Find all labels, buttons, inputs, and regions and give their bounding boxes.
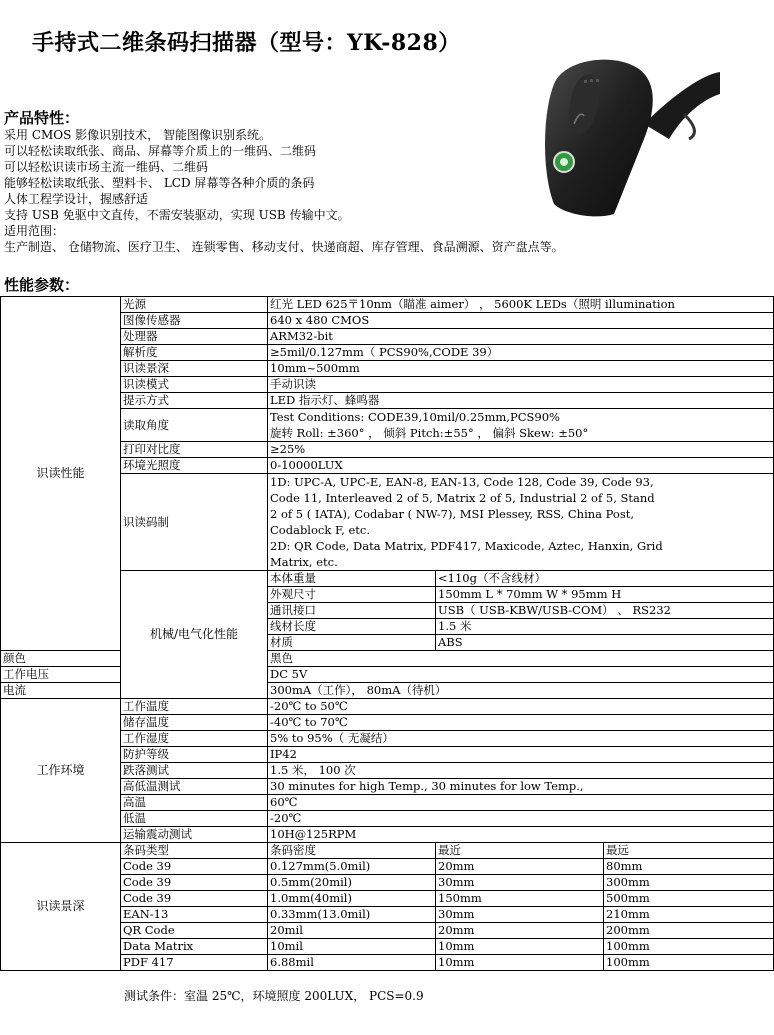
spec-value: LED 指示灯、蜂鸣器 [268,393,774,409]
spec-value: -40℃ to 70℃ [268,715,774,731]
spec-value: USB（ USB-KBW/USB-COM） 、 RS232 [436,603,774,619]
table-row [1,683,774,699]
table-row [1,699,774,715]
spec-value: 0-10000LUX [268,458,774,474]
spec-key: 识读景深 [121,361,268,377]
spec-key: 低温 [121,811,268,827]
depth-cell: 10mm [436,955,604,971]
spec-value: 300mA（工作）， 80mA（待机） [268,683,774,699]
features-list [4,127,564,255]
spec-value: 640 x 480 CMOS [268,313,774,329]
spec-line: Matrix, etc. [270,555,338,569]
spec-key: 通讯接口 [268,603,436,619]
spec-key: 高低温测试 [121,779,268,795]
spec-key: 颜色 [1,651,121,667]
feature-line: 生产制造、 仓储物流、医疗卫生、 连锁零售、移动支付、快递商超、库存管理、食品溯源、资产盘点等。 [4,240,564,254]
depth-cell: 10mm [436,939,604,955]
spec-value: 30 minutes for high Temp., 30 minutes for low Temp., [268,779,774,795]
spec-value: DC 5V [268,667,774,683]
group-label-mechanical: 机械/电气化性能 [121,571,268,699]
spec-key: 本体重量 [268,571,436,587]
spec-value: IP42 [268,747,774,763]
spec-value: 60℃ [268,795,774,811]
depth-cell: Code 39 [121,875,268,891]
spec-value: ARM32-bit [268,329,774,345]
spec-line: 2 of 5 ( IATA), Codabar ( NW-7), MSI Plessey, RSS, China Post, [270,507,635,521]
page-title: 手持式二维条码扫描器（型号：YK-828） [32,30,461,56]
spec-key: 工作温度 [121,699,268,715]
table-row [1,297,774,313]
features-heading: 产品特性： [4,109,80,127]
spec-value: -20℃ [268,811,774,827]
feature-line: 采用 CMOS 影像识别技术， 智能图像识别系统。 [4,128,271,142]
depth-cell: PDF 417 [121,955,268,971]
depth-cell: 300mm [604,875,774,891]
group-label-depth: 识读景深 [1,843,121,971]
spec-key: 提示方式 [121,393,268,409]
feature-line: 可以轻松读取纸张、商品、屏幕等介质上的一维码、二维码 [4,144,317,158]
feature-line: 支持 USB 免驱中文直传，不需安装驱动，实现 USB 传输中文。 [4,208,350,222]
spec-key: 处理器 [121,329,268,345]
spec-value: 黑色 [268,651,774,667]
spec-key: 解析度 [121,345,268,361]
table-row [1,667,774,683]
spec-value [268,409,774,442]
params-heading: 性能参数： [4,276,80,294]
spec-key: 运输震动测试 [121,827,268,843]
depth-cell: 20mil [268,923,436,939]
spec-key: 识读模式 [121,377,268,393]
spec-key: 高温 [121,795,268,811]
depth-cell: 0.33mm(13.0mil) [268,907,436,923]
spec-value: 10mm~500mm [268,361,774,377]
spec-value: 10H@125RPM [268,827,774,843]
depth-cell: 1.0mm(40mil) [268,891,436,907]
spec-value: 1.5 米 [436,619,774,635]
depth-cell: 20mm [436,859,604,875]
spec-value: ≥5mil/0.127mm（ PCS90%,CODE 39） [268,345,774,361]
spec-value: 1.5 米， 100 次 [268,763,774,779]
depth-cell: Code 39 [121,891,268,907]
spec-value: 红光 LED 625〒10nm（瞄准 aimer） ， 5600K LEDs（照明 illumination [268,297,774,313]
depth-cell: 200mm [604,923,774,939]
spec-line: 1D: UPC-A, UPC-E, EAN-8, EAN-13, Code 128, Code 39, Code 93, [270,475,654,489]
spec-key: 光源 [121,297,268,313]
depth-header: 条码密度 [268,843,436,859]
depth-cell: Code 39 [121,859,268,875]
depth-cell: 0.127mm(5.0mil) [268,859,436,875]
spec-key: 打印对比度 [121,442,268,458]
spec-value: 手动识读 [268,377,774,393]
spec-key: 图像传感器 [121,313,268,329]
depth-cell: 210mm [604,907,774,923]
group-label-environment: 工作环境 [1,699,121,843]
depth-cell: 80mm [604,859,774,875]
group-label-reading: 识读性能 [1,297,121,651]
spec-key: 工作电压 [1,667,121,683]
spec-key: 电流 [1,683,121,699]
table-row [1,651,774,667]
feature-line: 人体工程学设计，握感舒适 [4,192,149,206]
table-row [1,843,774,859]
depth-cell: 100mm [604,955,774,971]
depth-cell: QR Code [121,923,268,939]
feature-line: 适用范围： [4,224,65,238]
depth-cell: 150mm [436,891,604,907]
test-conditions-note: 测试条件：室温 25℃，环境照度 200LUX， PCS=0.9 [124,989,424,1003]
spec-key: 读取角度 [121,409,268,442]
depth-cell: 6.88mil [268,955,436,971]
spec-key: 跌落测试 [121,763,268,779]
spec-key: 材质 [268,635,436,651]
spec-table [0,296,774,971]
spec-line: Code 11, Interleaved 2 of 5, Matrix 2 of 5, Industrial 2 of 5, Stand [270,491,655,505]
spec-value: -20℃ to 50℃ [268,699,774,715]
depth-cell: EAN-13 [121,907,268,923]
spec-key: 防护等级 [121,747,268,763]
spec-key: 储存温度 [121,715,268,731]
spec-key: 外观尺寸 [268,587,436,603]
depth-header: 最远 [604,843,774,859]
depth-header: 最近 [436,843,604,859]
spec-key: 识读码制 [121,474,268,571]
depth-cell: 30mm [436,875,604,891]
spec-value: ABS [436,635,774,651]
spec-value: 5% to 95%（ 无凝结） [268,731,774,747]
spec-key: 环境光照度 [121,458,268,474]
spec-line: Codablock F, etc. [270,523,370,537]
depth-cell: 100mm [604,939,774,955]
depth-cell: Data Matrix [121,939,268,955]
spec-key: 工作湿度 [121,731,268,747]
depth-cell: 500mm [604,891,774,907]
feature-line: 可以轻松识读市场主流一维码、二维码 [4,160,209,174]
spec-line: 旋转 Roll: ±360° ， 倾斜 Pitch:±55° ， 偏斜 Skew: ±50° [270,426,589,440]
spec-value: 150mm L * 70mm W * 95mm H [436,587,774,603]
depth-header: 条码类型 [121,843,268,859]
depth-cell: 0.5mm(20mil) [268,875,436,891]
depth-cell: 20mm [436,923,604,939]
spec-key: 线材长度 [268,619,436,635]
depth-cell: 30mm [436,907,604,923]
spec-value [268,474,774,571]
depth-cell: 10mil [268,939,436,955]
spec-value: <110g（不含线材） [436,571,774,587]
feature-line: 能够轻松读取纸张、塑料卡、 LCD 屏幕等各种介质的条码 [4,176,315,190]
spec-line: 2D: QR Code, Data Matrix, PDF417, Maxicode, Aztec, Hanxin, Grid [270,539,663,553]
spec-value: ≥25% [268,442,774,458]
spec-line: Test Conditions: CODE39,10mil/0.25mm,PCS90% [270,410,560,424]
